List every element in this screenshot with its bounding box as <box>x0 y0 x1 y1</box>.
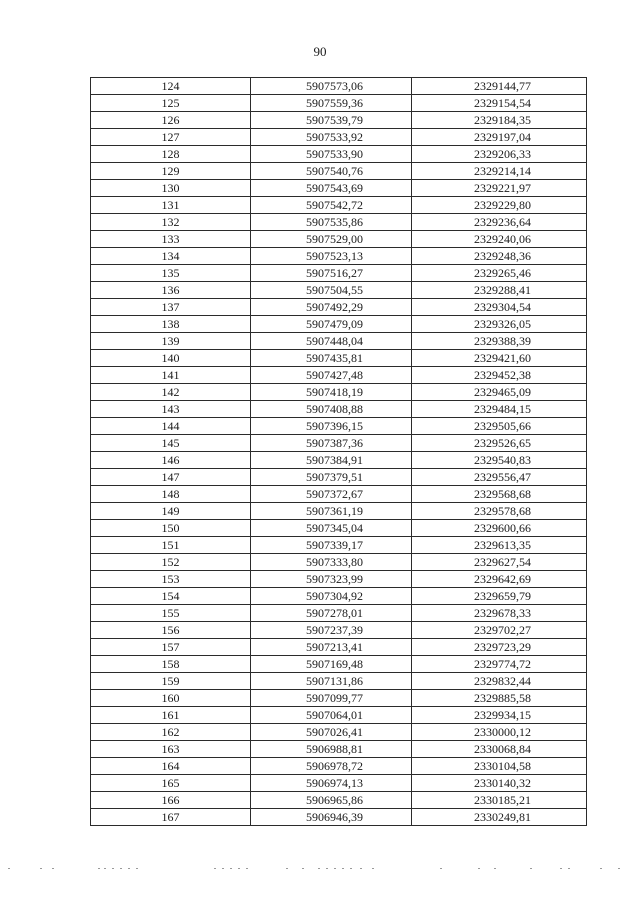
y-coordinate-cell: 2329774,72 <box>412 656 587 673</box>
y-coordinate-cell: 2329248,36 <box>412 248 587 265</box>
x-coordinate-cell: 5907384,91 <box>251 452 412 469</box>
coordinates-table-body <box>91 78 587 826</box>
scan-dot <box>222 868 224 869</box>
scan-dot <box>246 868 248 869</box>
point-number-cell: 167 <box>91 809 251 826</box>
point-number-cell: 156 <box>91 622 251 639</box>
table-row <box>91 231 587 248</box>
point-number-cell: 136 <box>91 282 251 299</box>
point-number-cell: 131 <box>91 197 251 214</box>
table-row <box>91 588 587 605</box>
scan-dot <box>560 868 562 869</box>
scan-dot <box>98 868 100 869</box>
table-row <box>91 605 587 622</box>
y-coordinate-cell: 2329526,65 <box>412 435 587 452</box>
x-coordinate-cell: 5907533,92 <box>251 129 412 146</box>
y-coordinate-cell: 2330249,81 <box>412 809 587 826</box>
y-coordinate-cell: 2329421,60 <box>412 350 587 367</box>
table-row <box>91 282 587 299</box>
x-coordinate-cell: 5907131,86 <box>251 673 412 690</box>
scan-dot <box>478 868 480 869</box>
point-number-cell: 153 <box>91 571 251 588</box>
y-coordinate-cell: 2330104,58 <box>412 758 587 775</box>
point-number-cell: 143 <box>91 401 251 418</box>
x-coordinate-cell: 5907535,86 <box>251 214 412 231</box>
x-coordinate-cell: 5906974,13 <box>251 775 412 792</box>
y-coordinate-cell: 2330000,12 <box>412 724 587 741</box>
x-coordinate-cell: 5906965,86 <box>251 792 412 809</box>
point-number-cell: 139 <box>91 333 251 350</box>
x-coordinate-cell: 5907523,13 <box>251 248 412 265</box>
x-coordinate-cell: 5907540,76 <box>251 163 412 180</box>
point-number-cell: 147 <box>91 469 251 486</box>
table-row <box>91 197 587 214</box>
x-coordinate-cell: 5907504,55 <box>251 282 412 299</box>
point-number-cell: 149 <box>91 503 251 520</box>
y-coordinate-cell: 2329832,44 <box>412 673 587 690</box>
point-number-cell: 165 <box>91 775 251 792</box>
y-coordinate-cell: 2330068,84 <box>412 741 587 758</box>
scan-dot <box>112 868 114 869</box>
scan-dot <box>128 868 130 869</box>
x-coordinate-cell: 5907064,01 <box>251 707 412 724</box>
x-coordinate-cell: 5906988,81 <box>251 741 412 758</box>
table-row <box>91 486 587 503</box>
scan-dot <box>530 868 532 869</box>
table-row <box>91 775 587 792</box>
point-number-cell: 158 <box>91 656 251 673</box>
y-coordinate-cell: 2329568,68 <box>412 486 587 503</box>
table-row <box>91 520 587 537</box>
y-coordinate-cell: 2329144,77 <box>412 78 587 95</box>
x-coordinate-cell: 5907304,92 <box>251 588 412 605</box>
table-row <box>91 792 587 809</box>
point-number-cell: 164 <box>91 758 251 775</box>
y-coordinate-cell: 2329540,83 <box>412 452 587 469</box>
y-coordinate-cell: 2329556,47 <box>412 469 587 486</box>
x-coordinate-cell: 5907492,29 <box>251 299 412 316</box>
y-coordinate-cell: 2330185,21 <box>412 792 587 809</box>
x-coordinate-cell: 5907099,77 <box>251 690 412 707</box>
y-coordinate-cell: 2329934,15 <box>412 707 587 724</box>
x-coordinate-cell: 5907427,48 <box>251 367 412 384</box>
y-coordinate-cell: 2329214,14 <box>412 163 587 180</box>
x-coordinate-cell: 5907479,09 <box>251 316 412 333</box>
table-row <box>91 112 587 129</box>
scan-dot <box>600 868 602 869</box>
y-coordinate-cell: 2329723,29 <box>412 639 587 656</box>
table-row <box>91 214 587 231</box>
x-coordinate-cell: 5907323,99 <box>251 571 412 588</box>
table-row <box>91 469 587 486</box>
scan-dot <box>8 868 10 869</box>
point-number-cell: 166 <box>91 792 251 809</box>
x-coordinate-cell: 5907026,41 <box>251 724 412 741</box>
y-coordinate-cell: 2329885,58 <box>412 690 587 707</box>
point-number-cell: 133 <box>91 231 251 248</box>
table-row <box>91 503 587 520</box>
point-number-cell: 132 <box>91 214 251 231</box>
point-number-cell: 145 <box>91 435 251 452</box>
x-coordinate-cell: 5907339,17 <box>251 537 412 554</box>
point-number-cell: 141 <box>91 367 251 384</box>
scan-dot <box>230 868 232 869</box>
scan-dot <box>334 868 336 869</box>
x-coordinate-cell: 5906978,72 <box>251 758 412 775</box>
table-row <box>91 758 587 775</box>
x-coordinate-cell: 5907237,39 <box>251 622 412 639</box>
y-coordinate-cell: 2329627,54 <box>412 554 587 571</box>
point-number-cell: 128 <box>91 146 251 163</box>
y-coordinate-cell: 2329221,97 <box>412 180 587 197</box>
y-coordinate-cell: 2329642,69 <box>412 571 587 588</box>
y-coordinate-cell: 2329505,66 <box>412 418 587 435</box>
point-number-cell: 124 <box>91 78 251 95</box>
scan-dot <box>568 868 570 869</box>
x-coordinate-cell: 5907379,51 <box>251 469 412 486</box>
scan-dot <box>618 868 620 869</box>
point-number-cell: 157 <box>91 639 251 656</box>
x-coordinate-cell: 5907559,36 <box>251 95 412 112</box>
scan-dot <box>440 868 442 869</box>
point-number-cell: 142 <box>91 384 251 401</box>
scan-dot <box>494 868 496 869</box>
table-row <box>91 299 587 316</box>
y-coordinate-cell: 2329326,05 <box>412 316 587 333</box>
x-coordinate-cell: 5907516,27 <box>251 265 412 282</box>
scan-dot <box>238 868 240 869</box>
y-coordinate-cell: 2329659,79 <box>412 588 587 605</box>
y-coordinate-cell: 2329702,27 <box>412 622 587 639</box>
scan-dot <box>372 868 374 869</box>
y-coordinate-cell: 2329388,39 <box>412 333 587 350</box>
point-number-cell: 148 <box>91 486 251 503</box>
table-row <box>91 265 587 282</box>
point-number-cell: 130 <box>91 180 251 197</box>
point-number-cell: 140 <box>91 350 251 367</box>
x-coordinate-cell: 5907573,06 <box>251 78 412 95</box>
point-number-cell: 152 <box>91 554 251 571</box>
scan-dot <box>52 868 54 869</box>
point-number-cell: 151 <box>91 537 251 554</box>
y-coordinate-cell: 2329154,54 <box>412 95 587 112</box>
table-row <box>91 350 587 367</box>
y-coordinate-cell: 2329206,33 <box>412 146 587 163</box>
page-number: 90 <box>313 44 327 59</box>
x-coordinate-cell: 5907387,36 <box>251 435 412 452</box>
point-number-cell: 150 <box>91 520 251 537</box>
point-number-cell: 162 <box>91 724 251 741</box>
point-number-cell: 146 <box>91 452 251 469</box>
point-number-cell: 127 <box>91 129 251 146</box>
table-row <box>91 163 587 180</box>
table-row <box>91 707 587 724</box>
y-coordinate-cell: 2329240,06 <box>412 231 587 248</box>
x-coordinate-cell: 5907418,19 <box>251 384 412 401</box>
table-row <box>91 656 587 673</box>
y-coordinate-cell: 2329265,46 <box>412 265 587 282</box>
x-coordinate-cell: 5907543,69 <box>251 180 412 197</box>
x-coordinate-cell: 5907169,48 <box>251 656 412 673</box>
x-coordinate-cell: 5907435,81 <box>251 350 412 367</box>
point-number-cell: 126 <box>91 112 251 129</box>
y-coordinate-cell: 2329184,35 <box>412 112 587 129</box>
scan-dot <box>104 868 106 869</box>
point-number-cell: 160 <box>91 690 251 707</box>
table-row <box>91 690 587 707</box>
table-row <box>91 316 587 333</box>
point-number-cell: 161 <box>91 707 251 724</box>
table-row <box>91 639 587 656</box>
table-row <box>91 95 587 112</box>
table-row <box>91 367 587 384</box>
coordinates-table <box>90 77 587 826</box>
x-coordinate-cell: 5907539,79 <box>251 112 412 129</box>
y-coordinate-cell: 2329484,15 <box>412 401 587 418</box>
y-coordinate-cell: 2329578,68 <box>412 503 587 520</box>
table-row <box>91 452 587 469</box>
x-coordinate-cell: 5907542,72 <box>251 197 412 214</box>
table-row <box>91 333 587 350</box>
y-coordinate-cell: 2329229,80 <box>412 197 587 214</box>
scan-dot <box>342 868 344 869</box>
scan-dot <box>286 868 288 869</box>
table-row <box>91 401 587 418</box>
x-coordinate-cell: 5907396,15 <box>251 418 412 435</box>
scan-artifact-dots <box>0 868 640 874</box>
table-row <box>91 435 587 452</box>
table-row <box>91 78 587 95</box>
table-row <box>91 571 587 588</box>
x-coordinate-cell: 5907372,67 <box>251 486 412 503</box>
y-coordinate-cell: 2329600,66 <box>412 520 587 537</box>
table-row <box>91 146 587 163</box>
scan-dot <box>136 868 138 869</box>
x-coordinate-cell: 5907529,00 <box>251 231 412 248</box>
x-coordinate-cell: 5906946,39 <box>251 809 412 826</box>
point-number-cell: 138 <box>91 316 251 333</box>
scan-dot <box>350 868 352 869</box>
table-row <box>91 248 587 265</box>
point-number-cell: 129 <box>91 163 251 180</box>
table-row <box>91 129 587 146</box>
y-coordinate-cell: 2329197,04 <box>412 129 587 146</box>
x-coordinate-cell: 5907361,19 <box>251 503 412 520</box>
scan-dot <box>40 868 42 869</box>
x-coordinate-cell: 5907345,04 <box>251 520 412 537</box>
y-coordinate-cell: 2329236,64 <box>412 214 587 231</box>
scan-dot <box>302 868 304 869</box>
point-number-cell: 134 <box>91 248 251 265</box>
point-number-cell: 154 <box>91 588 251 605</box>
table-row <box>91 673 587 690</box>
scan-dot <box>214 868 216 869</box>
x-coordinate-cell: 5907278,01 <box>251 605 412 622</box>
y-coordinate-cell: 2329452,38 <box>412 367 587 384</box>
table-row <box>91 724 587 741</box>
point-number-cell: 137 <box>91 299 251 316</box>
point-number-cell: 135 <box>91 265 251 282</box>
scan-dot <box>360 868 362 869</box>
x-coordinate-cell: 5907533,90 <box>251 146 412 163</box>
x-coordinate-cell: 5907408,88 <box>251 401 412 418</box>
table-row <box>91 537 587 554</box>
point-number-cell: 125 <box>91 95 251 112</box>
point-number-cell: 163 <box>91 741 251 758</box>
y-coordinate-cell: 2329465,09 <box>412 384 587 401</box>
table-row <box>91 384 587 401</box>
y-coordinate-cell: 2330140,32 <box>412 775 587 792</box>
x-coordinate-cell: 5907333,80 <box>251 554 412 571</box>
table-row <box>91 741 587 758</box>
scan-dot <box>120 868 122 869</box>
point-number-cell: 155 <box>91 605 251 622</box>
x-coordinate-cell: 5907213,41 <box>251 639 412 656</box>
x-coordinate-cell: 5907448,04 <box>251 333 412 350</box>
y-coordinate-cell: 2329288,41 <box>412 282 587 299</box>
scan-dot <box>318 868 320 869</box>
y-coordinate-cell: 2329613,35 <box>412 537 587 554</box>
scan-dot <box>326 868 328 869</box>
table-row <box>91 418 587 435</box>
table-row <box>91 622 587 639</box>
y-coordinate-cell: 2329678,33 <box>412 605 587 622</box>
point-number-cell: 159 <box>91 673 251 690</box>
y-coordinate-cell: 2329304,54 <box>412 299 587 316</box>
table-row <box>91 809 587 826</box>
point-number-cell: 144 <box>91 418 251 435</box>
table-row <box>91 554 587 571</box>
table-row <box>91 180 587 197</box>
